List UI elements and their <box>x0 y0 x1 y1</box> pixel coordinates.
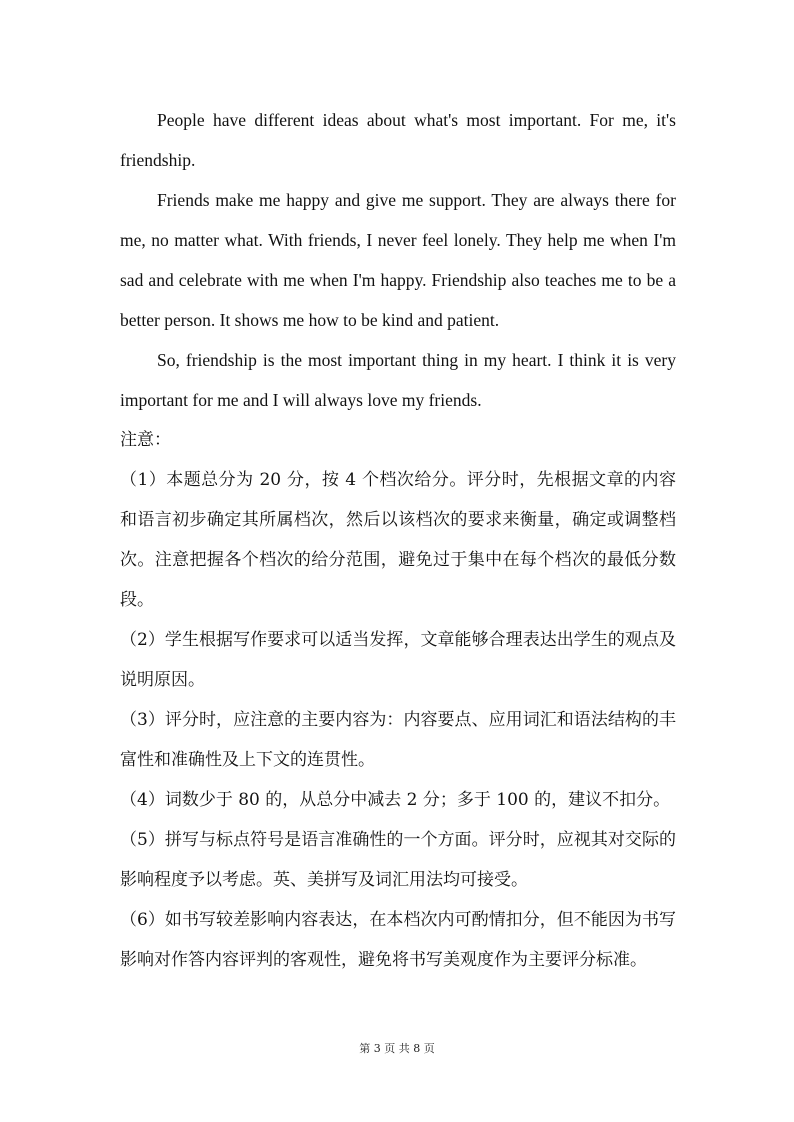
essay-paragraph-3: So, friendship is the most important thing in my heart. I think it is very important for me and I will always love my friends. <box>120 350 676 410</box>
note-item-2: （2）学生根据写作要求可以适当发挥，文章能够合理表达出学生的观点及说明原因。 <box>120 630 676 690</box>
note-item-1: （1）本题总分为 20 分，按 4 个档次给分。评分时，先根据文章的内容和语言初步确定其所属档次，然后以该档次的要求来衡量，确定或调整档次。注意把握各个档次的给分范围，避免过于集中在每个档次的最低分数段。 <box>120 470 676 610</box>
essay-paragraph-1: People have different ideas about what's most important. For me, it's friendship. <box>120 110 676 170</box>
note-item-5: （5）拼写与标点符号是语言准确性的一个方面。评分时，应视其对交际的影响程度予以考虑。英、美拼写及词汇用法均可接受。 <box>120 830 676 890</box>
notes-title: 注意： <box>120 430 171 450</box>
page-number-footer: 第 3 页 共 8 页 <box>359 1042 435 1055</box>
note-item-6: （6）如书写较差影响内容表达，在本档次内可酌情扣分，但不能因为书写影响对作答内容评判的客观性，避免将书写美观度作为主要评分标准。 <box>120 910 676 970</box>
page-content <box>120 100 676 980</box>
note-item-4: （4）词数少于 80 的，从总分中减去 2 分；多于 100 的，建议不扣分。 <box>120 790 671 810</box>
essay-paragraph-2: Friends make me happy and give me support. They are always there for me, no matter what. With friends, I never feel lonely. They help me when I'm sad and celebrate with me when I'm happy. Friendship also teaches me to be a better person. It shows me how to be kind and patient. <box>120 190 676 330</box>
note-item-3: （3）评分时，应注意的主要内容为：内容要点、应用词汇和语法结构的丰富性和准确性及上下文的连贯性。 <box>120 710 676 770</box>
